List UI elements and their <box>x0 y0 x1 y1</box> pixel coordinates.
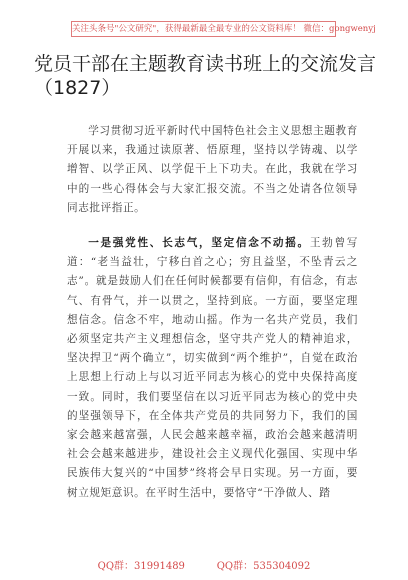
section-1-text: 王勃曾写道：“老当益壮，宁移白首之心；穷且益坚，不坠青云之志”。就是鼓励人们在任何时候都要有信仰，有信念，有志气、有骨气，并一以贯之，坚持到底。一方面，要坚定理想信念。信念不牢，地动山摇。作为一名共产党员，我们必须坚定共产主义理想信念，坚守共产党人的精神追求，坚决捍卫“两个确立”，切实做到“两个维护”，自觉在政治上思想上行动上与以习近平同志为核心的党中央保持高度一致。同时，我们要坚信在以习近平同志为核心的党中央的坚强领导下，在全体共产党员的共同努力下，我们的国家会越来越富强，人民会越来越幸福，政治会越来越清明社会会越来越进步，建设社会主义现代化强国、实现中华民族伟大复兴的“中国梦”终将会早日实现。另一方面，要树立规矩意识。在平时生活中，要恪守“干净做人、踏 <box>67 237 358 499</box>
promo-banner: 关注头条号"公文研究"，获得最新最全最专业的公文资料库！ 微信：gongwenyj <box>71 21 336 37</box>
intro-paragraph: 学习贯彻习近平新时代中国特色社会主义思想主题教育开展以来，我通过读原著、悟原理，坚持以学铸魂、以学增智、以学正风、以学促干上下功夫。在此，我就在学习中的一些心得体会与大家汇报交流。不当之处请各位领导同志批评指正。 <box>67 125 358 214</box>
document-body <box>67 122 358 503</box>
footer-qq-groups: QQ群：31991489 QQ群：535304092 <box>97 561 311 572</box>
section-1-paragraph <box>67 234 358 503</box>
document-title: 党员干部在主题教育读书班上的交流发言（1827） <box>34 53 377 99</box>
section-1-heading: 一是强党性、长志气，坚定信念不动摇。 <box>88 237 310 250</box>
